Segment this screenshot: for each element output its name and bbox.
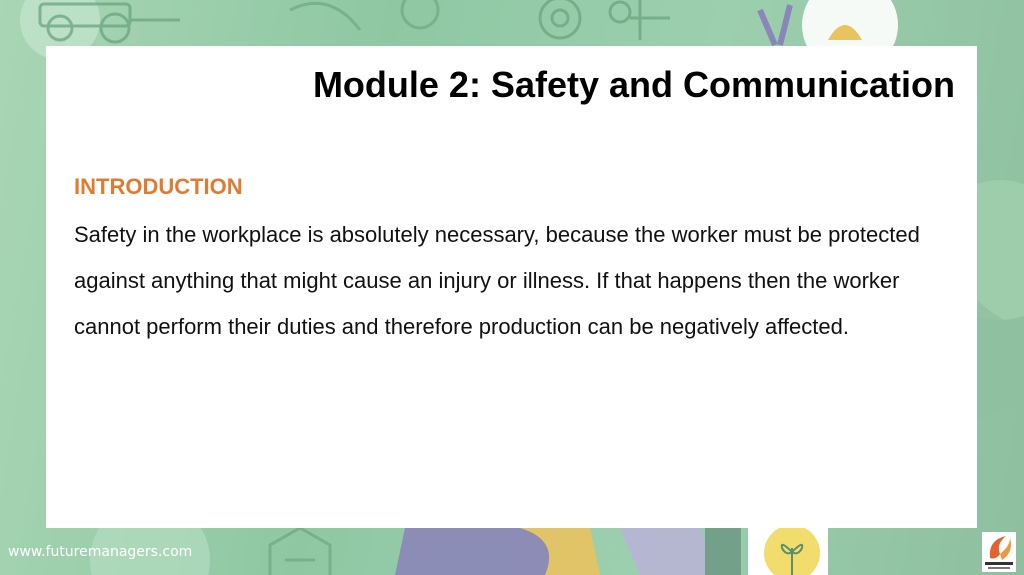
slide-title: Module 2: Safety and Communication bbox=[312, 64, 955, 105]
plant-icon bbox=[748, 525, 828, 575]
future-managers-logo bbox=[982, 532, 1016, 572]
content-card bbox=[46, 46, 977, 528]
section-heading: INTRODUCTION bbox=[74, 174, 243, 199]
barn-icon bbox=[270, 528, 330, 575]
gear-icon bbox=[540, 0, 670, 40]
footer-url: www.futuremanagers.com bbox=[8, 544, 193, 560]
body-paragraph: Safety in the workplace is absolutely necessary, because the worker must be protected against anything that might cause an injury or illness. If that happens then the worker cannot perform their duties and therefore production can be negatively affected. bbox=[74, 222, 920, 339]
